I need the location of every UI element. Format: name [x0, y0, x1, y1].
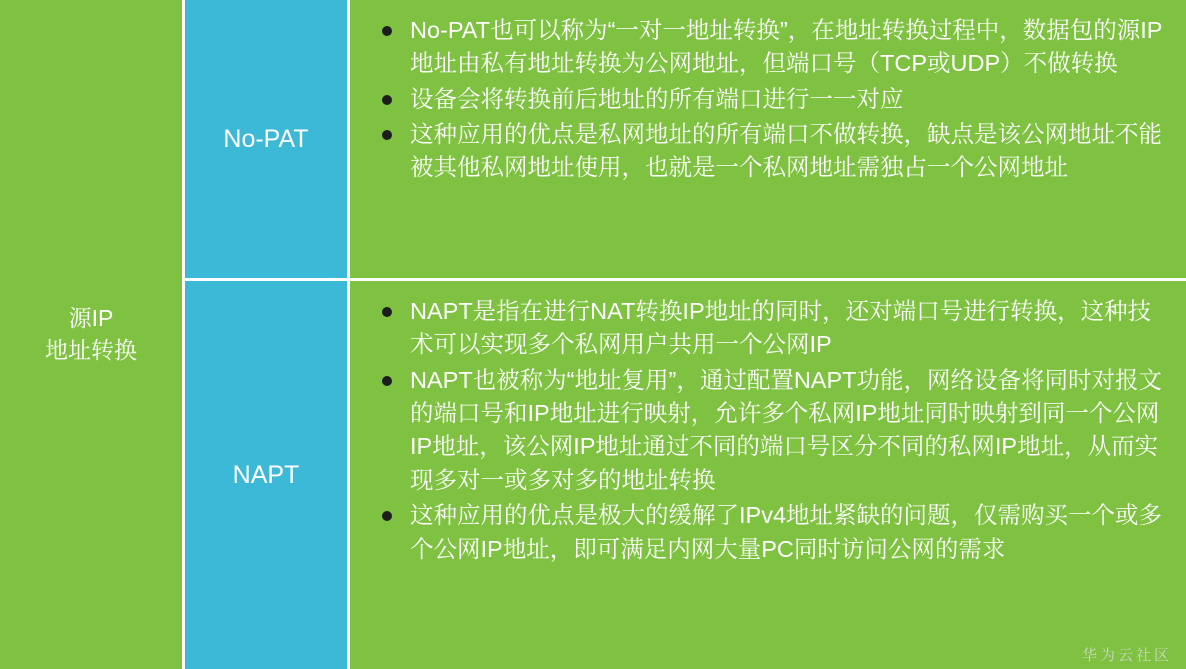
list-item: 设备会将转换前后地址的所有端口进行一一对应: [376, 83, 1164, 116]
bullet-list: [376, 295, 1164, 566]
list-item: No-PAT也可以称为“一对一地址转换”，在地址转换过程中，数据包的源IP地址由私有地址转换为公网地址，但端口号（TCP或UDP）不做转换: [376, 14, 1164, 81]
category-text-wrapper: [45, 303, 137, 365]
list-item: 这种应用的优点是私网地址的所有端口不做转换，缺点是该公网地址不能被其他私网地址使用，也就是一个私网地址需独占一个公网地址: [376, 118, 1164, 185]
row-body-no-pat: [350, 0, 1186, 278]
table-row: [185, 281, 1186, 669]
table-rows-column: [185, 0, 1186, 669]
watermark-text: 华为云社区: [1081, 647, 1172, 664]
table-category-cell: [0, 0, 185, 669]
category-label-line2: 地址转换: [45, 336, 137, 363]
list-item: NAPT是指在进行NAT转换IP地址的同时，还对端口号进行转换，这种技术可以实现多个私网用户共用一个公网IP: [376, 295, 1164, 362]
category-label-line1: 源IP: [68, 305, 114, 332]
row-label-napt: NAPT: [185, 281, 350, 669]
row-label-no-pat: No-PAT: [185, 0, 350, 278]
list-item: 这种应用的优点是极大的缓解了IPv4地址紧缺的问题，仅需购买一个或多个公网IP地址，即可满足内网大量PC同时访问公网的需求: [376, 499, 1164, 566]
row-body-napt: [350, 281, 1186, 669]
table-row: [185, 0, 1186, 281]
bullet-list: [376, 14, 1164, 185]
list-item: NAPT也被称为“地址复用”，通过配置NAPT功能，网络设备将同时对报文的端口号和IP地址进行映射，允许多个私网IP地址同时映射到同一个公网IP地址，该公网IP地址通过不同的端口号区分不同的私网IP地址，从而实现多对一或多对多的地址转换: [376, 364, 1164, 497]
